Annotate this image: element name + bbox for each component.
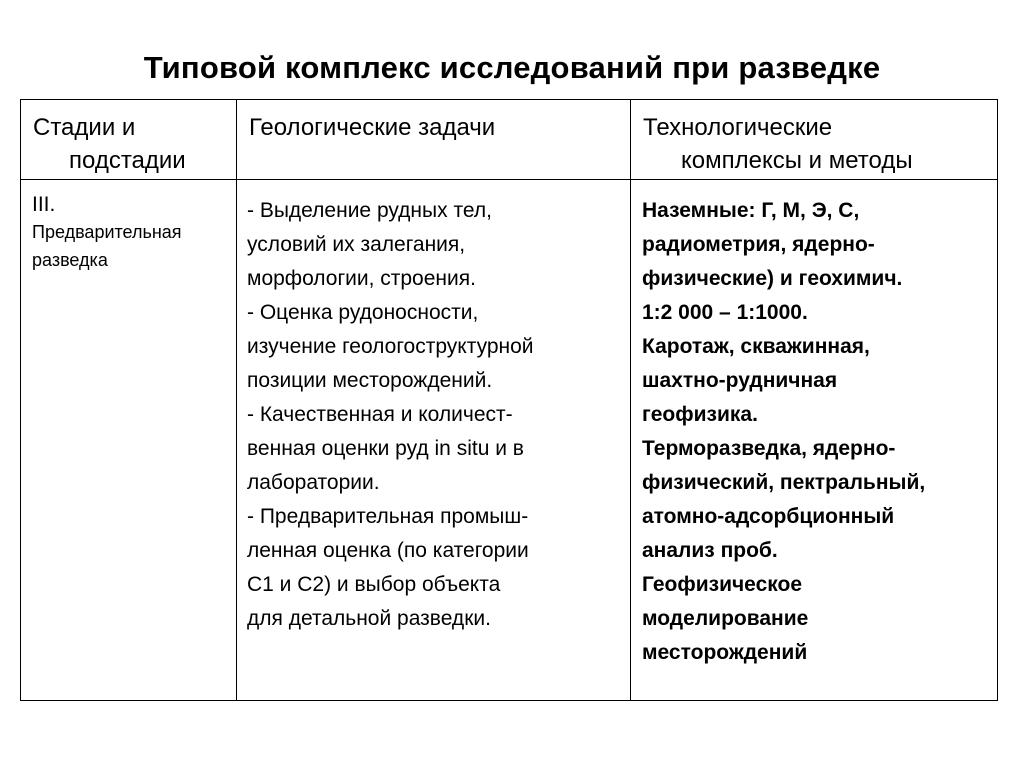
- method-line: анализ проб.: [642, 539, 778, 562]
- header-stages-line-2: подстадии: [69, 147, 186, 174]
- tasks-cell: [237, 180, 631, 701]
- task-line: морфологии, строения.: [247, 267, 476, 290]
- header-methods-line-2: комплексы и методы: [681, 147, 913, 174]
- stage-number: III.: [32, 193, 56, 216]
- task-line: - Предварительная промыш-: [247, 505, 529, 528]
- method-line: радиометрия, ядерно-: [642, 233, 875, 256]
- method-line: Каротаж, скважинная,: [642, 335, 870, 358]
- method-line: физические) и геохимич.: [642, 267, 903, 290]
- methods-cell: [631, 180, 998, 701]
- task-line: лаборатории.: [247, 471, 380, 494]
- method-line: 1:2 000 – 1:1000.: [642, 301, 808, 324]
- method-line: шахтно-рудничная: [642, 369, 838, 392]
- header-stages-line-1: Стадии и: [33, 114, 136, 141]
- table-header-row: [21, 100, 998, 180]
- header-cell-tasks: [237, 100, 631, 180]
- header-methods-line-1: Технологические: [643, 114, 833, 141]
- method-line: физический, пектральный,: [642, 471, 926, 494]
- research-table: [20, 99, 998, 701]
- method-line: Терморазведка, ядерно-: [642, 437, 896, 460]
- task-line: условий их залегания,: [247, 233, 466, 256]
- header-cell-methods: [631, 100, 998, 180]
- slide-title: Типовой комплекс исследований при разведке: [143, 50, 881, 85]
- task-line: С1 и С2) и выбор объекта: [247, 573, 501, 596]
- method-line: Геофизическое: [642, 573, 802, 596]
- task-line: изучение геологоструктурной: [247, 335, 534, 358]
- header-cell-stages: [21, 100, 237, 180]
- method-line: Наземные: Г, М, Э, С,: [642, 199, 860, 222]
- task-line: ленная оценка (по категории: [247, 539, 529, 562]
- task-line: венная оценки руд in situ и в: [247, 437, 524, 460]
- stage-name-line-1: Предварительная: [32, 222, 182, 242]
- stage-name-line-2: разведка: [32, 250, 108, 270]
- tasks-list: [237, 180, 630, 636]
- task-line: для детальной разведки.: [247, 607, 491, 630]
- methods-list: [631, 180, 997, 670]
- method-line: атомно-адсорбционный: [642, 505, 895, 528]
- stage-cell: [21, 180, 237, 701]
- task-line: - Оценка рудоносности,: [247, 301, 479, 324]
- task-line: позиции месторождений.: [247, 369, 493, 392]
- table-row: [21, 180, 998, 701]
- method-line: месторождений: [642, 641, 808, 664]
- task-line: - Выделение рудных тел,: [247, 199, 492, 222]
- header-tasks-line-1: Геологические задачи: [249, 114, 496, 141]
- method-line: геофизика.: [642, 403, 758, 426]
- task-line: - Качественная и количест-: [247, 403, 513, 426]
- method-line: моделирование: [642, 607, 809, 630]
